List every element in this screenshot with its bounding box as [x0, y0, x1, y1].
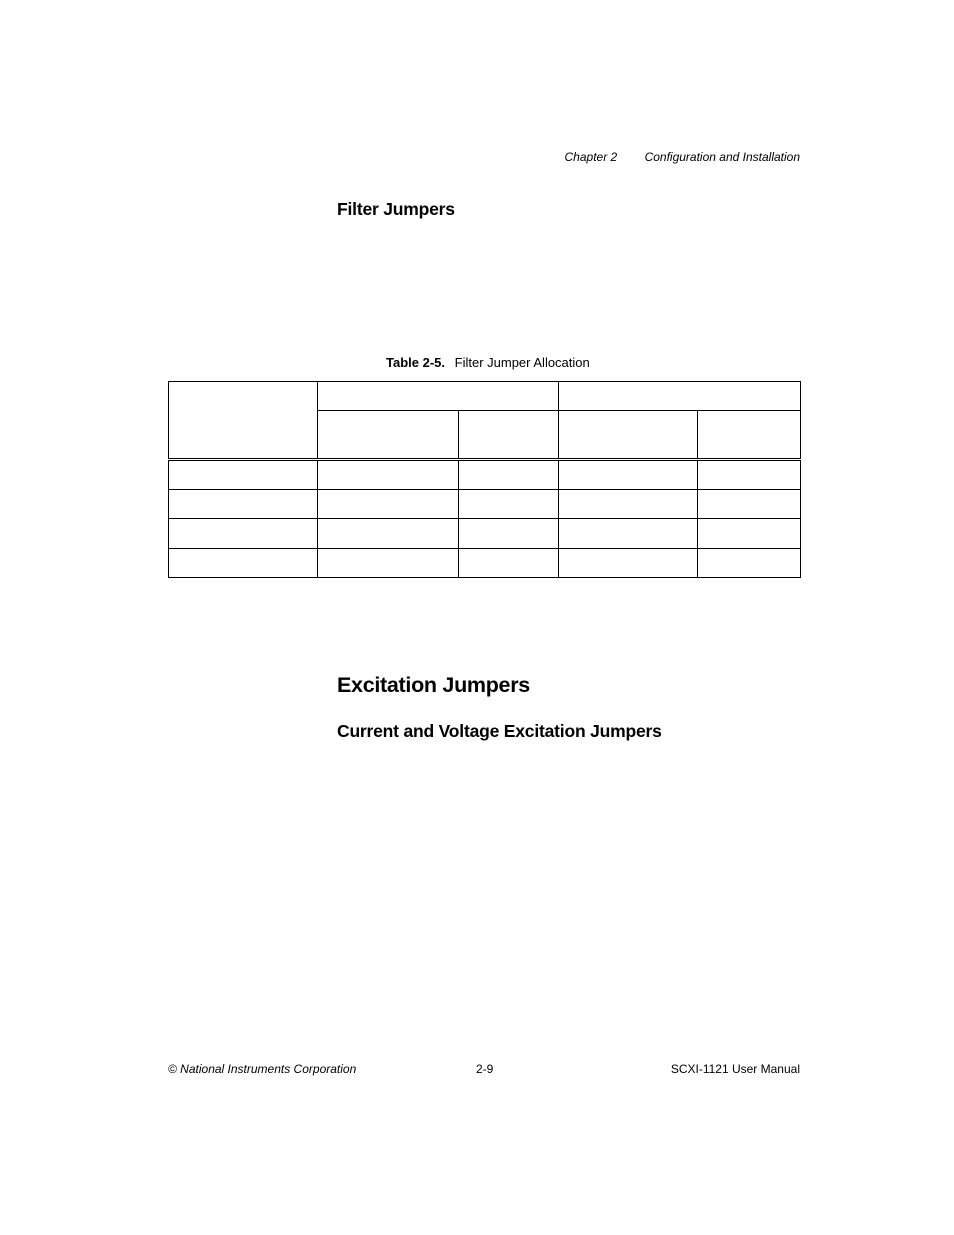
filter-jumper-table — [168, 381, 801, 578]
table-cell — [459, 490, 559, 519]
table-caption-number: Table 2-5. — [386, 355, 446, 370]
footer-manual-title: SCXI-1121 User Manual — [670, 1062, 800, 1076]
running-header — [565, 150, 800, 164]
heading-filter-jumpers: Filter Jumpers — [337, 199, 455, 219]
table-cell — [559, 548, 698, 577]
table-header-cell — [698, 411, 801, 459]
footer-page-number: 2-9 — [476, 1062, 494, 1076]
table-caption — [386, 355, 590, 370]
header-section-title: Configuration and Installation — [644, 150, 800, 164]
table-header-row — [169, 382, 801, 411]
table-header-cell — [169, 382, 318, 460]
table-cell — [559, 490, 698, 519]
table-header-cell — [459, 411, 559, 459]
table-cell — [559, 519, 698, 548]
table-cell — [559, 459, 698, 489]
table-cell — [169, 548, 318, 577]
table-cell — [318, 519, 459, 548]
header-chapter: Chapter 2 — [564, 150, 618, 164]
heading-current-voltage-excitation-jumpers: Current and Voltage Excitation Jumpers — [337, 721, 662, 741]
table-cell — [169, 459, 318, 489]
table-cell — [169, 519, 318, 548]
table-cell — [698, 519, 801, 548]
table-row — [169, 459, 801, 489]
table-header-cell — [559, 411, 698, 459]
table-cell — [318, 490, 459, 519]
table-cell — [169, 490, 318, 519]
table-caption-title: Filter Jumper Allocation — [454, 355, 590, 370]
table-cell — [698, 548, 801, 577]
table-row — [169, 548, 801, 577]
table-header-cell — [318, 411, 459, 459]
table-cell — [318, 548, 459, 577]
table-cell — [318, 459, 459, 489]
table-cell — [459, 548, 559, 577]
table-cell — [698, 490, 801, 519]
table-header-cell — [559, 382, 801, 411]
table-row — [169, 519, 801, 548]
heading-excitation-jumpers: Excitation Jumpers — [337, 673, 530, 697]
table-row — [169, 490, 801, 519]
table-cell — [459, 519, 559, 548]
footer-copyright: © National Instruments Corporation — [168, 1062, 357, 1076]
table-cell — [459, 459, 559, 489]
table-cell — [698, 459, 801, 489]
table-header-cell — [318, 382, 559, 411]
